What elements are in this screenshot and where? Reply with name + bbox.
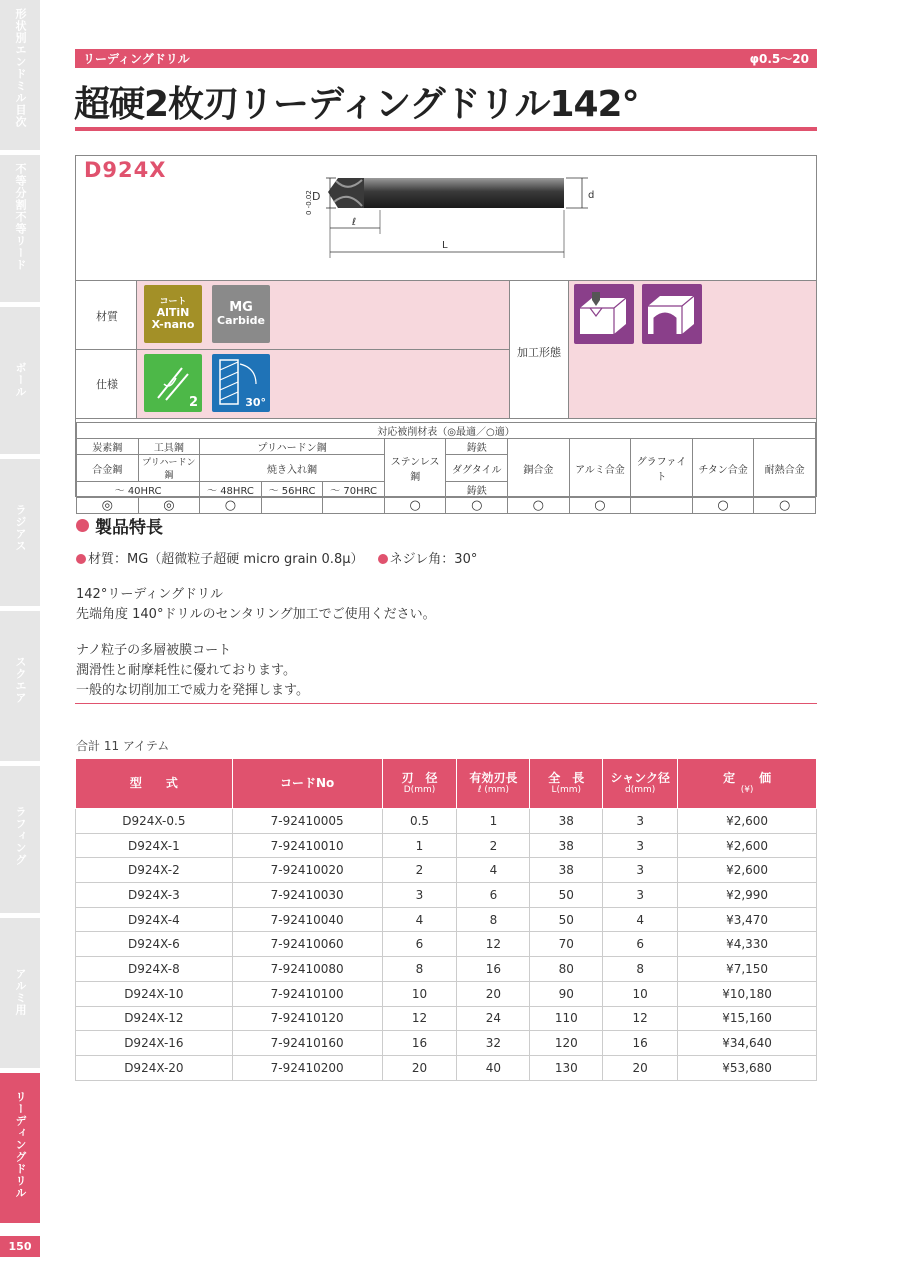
col-header-shank-dia bbox=[603, 759, 678, 809]
helix-angle-value: 30° bbox=[245, 396, 266, 410]
cell-model: D924X-3 bbox=[76, 883, 233, 908]
cell-shank-dia: 8 bbox=[603, 957, 678, 982]
cell-price: ¥2,990 bbox=[678, 883, 817, 908]
mark-copper: ○ bbox=[508, 498, 570, 514]
col-header-code bbox=[232, 759, 382, 809]
cell-overall-length: 38 bbox=[530, 809, 603, 834]
table-row bbox=[76, 932, 817, 957]
cell-shank-dia: 20 bbox=[603, 1055, 678, 1080]
col-tool-steel: 工具鋼 bbox=[138, 439, 200, 455]
price-table-header bbox=[76, 759, 817, 809]
cell-shank-dia: 3 bbox=[603, 858, 678, 883]
cell-model: D924X-12 bbox=[76, 1006, 233, 1031]
cell-diameter: 1 bbox=[382, 833, 457, 858]
cell-overall-length: 38 bbox=[530, 858, 603, 883]
hrc-48: 〜 48HRC bbox=[200, 482, 262, 498]
flute-count: 2 bbox=[188, 395, 198, 411]
cell-price: ¥3,470 bbox=[678, 907, 817, 932]
table-row bbox=[76, 1055, 817, 1080]
cell-diameter: 12 bbox=[382, 1006, 457, 1031]
cell-code: 7-92410200 bbox=[232, 1055, 382, 1080]
cell-flute-length: 32 bbox=[457, 1031, 530, 1056]
cell-flute-length: 20 bbox=[457, 981, 530, 1006]
cell-flute-length: 1 bbox=[457, 809, 530, 834]
shape-label: 加工形態 bbox=[517, 346, 561, 359]
table-row bbox=[76, 858, 817, 883]
cell-model: D924X-4 bbox=[76, 907, 233, 932]
cell-overall-length: 130 bbox=[530, 1055, 603, 1080]
cell-model: D924X-20 bbox=[76, 1055, 233, 1080]
table-row bbox=[76, 1031, 817, 1056]
mark-titanium: ○ bbox=[692, 498, 754, 514]
col-prehardened: プリハードン鋼 bbox=[200, 439, 385, 455]
cell-flute-length: 40 bbox=[457, 1055, 530, 1080]
tab-label: 不等分割不等リード bbox=[14, 163, 27, 271]
col-header-diameter bbox=[382, 759, 457, 809]
cell-diameter: 10 bbox=[382, 981, 457, 1006]
mg-badge-line2: Carbide bbox=[217, 314, 265, 328]
col-titanium: チタン合金 bbox=[692, 439, 754, 498]
cell-overall-length: 110 bbox=[530, 1006, 603, 1031]
cell-model: D924X-8 bbox=[76, 957, 233, 982]
mark-carbon: ◎ bbox=[77, 498, 139, 514]
hrc-40: 〜 40HRC bbox=[77, 482, 200, 498]
table-row bbox=[76, 981, 817, 1006]
col-header-label: コードNo bbox=[280, 776, 335, 791]
cell-price: ¥2,600 bbox=[678, 833, 817, 858]
coat-badge bbox=[144, 285, 202, 343]
cell-price: ¥53,680 bbox=[678, 1055, 817, 1080]
col-ductile: ダグタイル bbox=[446, 455, 508, 482]
cell-diameter: 2 bbox=[382, 858, 457, 883]
col-header-label: シャンク径 bbox=[610, 770, 670, 785]
cell-price: ¥34,640 bbox=[678, 1031, 817, 1056]
col-prehard-small: プリハードン鋼 bbox=[138, 455, 200, 482]
section-divider bbox=[75, 703, 817, 704]
model-name: D924X bbox=[84, 158, 167, 182]
col-header-price bbox=[678, 759, 817, 809]
cell-shank-dia: 6 bbox=[603, 932, 678, 957]
col-graphite: グラファイト bbox=[631, 439, 693, 498]
feature-text-1: 142°リーディングドリル bbox=[76, 587, 224, 602]
col-header-label: 型 式 bbox=[129, 776, 178, 791]
cell-shank-dia: 12 bbox=[603, 1006, 678, 1031]
material-table bbox=[76, 422, 816, 514]
cell-price: ¥15,160 bbox=[678, 1006, 817, 1031]
cell-shank-dia: 4 bbox=[603, 907, 678, 932]
cell-diameter: 20 bbox=[382, 1055, 457, 1080]
tab-leading-drill[interactable] bbox=[0, 1073, 40, 1223]
cell-overall-length: 80 bbox=[530, 957, 603, 982]
feature-helix: ネジレ角：30° bbox=[389, 552, 478, 567]
col-header-overall-length bbox=[530, 759, 603, 809]
mg-badge-line1: MG bbox=[229, 300, 253, 316]
cell-overall-length: 38 bbox=[530, 833, 603, 858]
cell-price: ¥10,180 bbox=[678, 981, 817, 1006]
cell-code: 7-92410080 bbox=[232, 957, 382, 982]
cell-code: 7-92410005 bbox=[232, 809, 382, 834]
side-tab-strip bbox=[0, 0, 40, 1271]
chamfering-icon bbox=[642, 284, 702, 344]
cell-flute-length: 24 bbox=[457, 1006, 530, 1031]
two-flute-badge bbox=[144, 354, 202, 412]
tab-radius[interactable] bbox=[0, 459, 40, 606]
cell-code: 7-92410030 bbox=[232, 883, 382, 908]
col-copper: 銅合金 bbox=[508, 439, 570, 498]
cell-diameter: 3 bbox=[382, 883, 457, 908]
col-header-unit: (¥) bbox=[740, 785, 754, 796]
dim-l-label: ℓ bbox=[352, 217, 357, 228]
tab-aluminum[interactable] bbox=[0, 918, 40, 1068]
dim-D-label: D bbox=[312, 190, 321, 203]
mark-70hrc bbox=[323, 498, 385, 514]
tab-label: ラフィング bbox=[14, 806, 27, 866]
tab-endmill-index[interactable] bbox=[0, 0, 40, 150]
cell-diameter: 6 bbox=[382, 932, 457, 957]
cell-shank-dia: 3 bbox=[603, 833, 678, 858]
cell-shank-dia: 3 bbox=[603, 883, 678, 908]
cell-code: 7-92410060 bbox=[232, 932, 382, 957]
mark-48hrc: ○ bbox=[200, 498, 262, 514]
cell-flute-length: 2 bbox=[457, 833, 530, 858]
cell-flute-length: 6 bbox=[457, 883, 530, 908]
cell-price: ¥4,330 bbox=[678, 932, 817, 957]
size-range: φ0.5〜20 bbox=[749, 52, 809, 66]
cell-model: D924X-6 bbox=[76, 932, 233, 957]
cell-price: ¥7,150 bbox=[678, 957, 817, 982]
features-heading bbox=[76, 513, 163, 538]
col-header-label: 定 価 bbox=[723, 770, 772, 785]
cell-code: 7-92410010 bbox=[232, 833, 382, 858]
cell-flute-length: 12 bbox=[457, 932, 530, 957]
table-row bbox=[76, 1006, 817, 1031]
cell-diameter: 0.5 bbox=[382, 809, 457, 834]
material-table-caption: 対応被削材表（◎最適／○適） bbox=[77, 423, 816, 439]
cell-code: 7-92410020 bbox=[232, 858, 382, 883]
tab-ball[interactable] bbox=[0, 307, 40, 454]
col-alloy-steel: 合金鋼 bbox=[77, 455, 139, 482]
mark-cast: ○ bbox=[446, 498, 508, 514]
coat-badge-line1: AlTiN bbox=[156, 306, 190, 320]
col-header-label: 刃 径 bbox=[401, 770, 438, 785]
tab-label: 形状別エンドミル目次 bbox=[14, 8, 27, 128]
cell-overall-length: 70 bbox=[530, 932, 603, 957]
mark-heat-resistant: ○ bbox=[754, 498, 816, 514]
hrc-70: 〜 70HRC bbox=[323, 482, 385, 498]
cell-price: ¥2,600 bbox=[678, 809, 817, 834]
dim-L-label: L bbox=[442, 240, 448, 251]
col-header-unit: ℓ (mm) bbox=[477, 785, 509, 796]
price-table bbox=[75, 758, 817, 1081]
cell-price: ¥2,600 bbox=[678, 858, 817, 883]
col-header-flute-length bbox=[457, 759, 530, 809]
mg-carbide-badge bbox=[212, 285, 270, 343]
cell-code: 7-92410040 bbox=[232, 907, 382, 932]
table-row bbox=[76, 883, 817, 908]
cell-shank-dia: 16 bbox=[603, 1031, 678, 1056]
cell-model: D924X-1 bbox=[76, 833, 233, 858]
col-carbon-steel: 炭素鋼 bbox=[77, 439, 139, 455]
cell-overall-length: 50 bbox=[530, 883, 603, 908]
bullet-icon bbox=[76, 519, 89, 532]
col-header-unit: d(mm) bbox=[625, 785, 656, 796]
material-label: 材質 bbox=[96, 310, 118, 323]
cell-flute-length: 8 bbox=[457, 907, 530, 932]
cell-diameter: 8 bbox=[382, 957, 457, 982]
col-cast-bottom: 鋳鉄 bbox=[446, 482, 508, 498]
mark-graphite bbox=[631, 498, 693, 514]
dim-d-label: d bbox=[588, 190, 595, 201]
cell-model: D924X-0.5 bbox=[76, 809, 233, 834]
col-aluminum: アルミ合金 bbox=[569, 439, 631, 498]
col-header-unit: L(mm) bbox=[551, 785, 582, 796]
category-bar bbox=[75, 49, 817, 68]
col-stainless: ステンレス鋼 bbox=[384, 439, 446, 498]
col-heat-resistant: 耐熱合金 bbox=[754, 439, 816, 498]
tab-label: ボール bbox=[14, 362, 27, 398]
col-quenched: 焼き入れ鋼 bbox=[200, 455, 385, 482]
col-header-unit: D(mm) bbox=[403, 785, 436, 796]
feature-material-line bbox=[76, 548, 816, 567]
cell-diameter: 4 bbox=[382, 907, 457, 932]
table-row bbox=[76, 833, 817, 858]
tab-square[interactable] bbox=[0, 611, 40, 761]
coat-badge-top: コート bbox=[159, 296, 187, 307]
cell-shank-dia: 3 bbox=[603, 809, 678, 834]
tab-label: リーディングドリル bbox=[14, 1091, 27, 1199]
page-number: 150 bbox=[0, 1236, 40, 1257]
col-header-label: 有効刃長 bbox=[469, 770, 518, 785]
table-row bbox=[76, 957, 817, 982]
features-heading-text: 製品特長 bbox=[95, 518, 163, 538]
spot-drilling-icon bbox=[574, 284, 634, 344]
dim-D-tolerance: 0 -0.02 bbox=[305, 190, 313, 215]
feature-text-3: ナノ粒子の多層被膜コート bbox=[76, 643, 232, 658]
cell-code: 7-92410120 bbox=[232, 1006, 382, 1031]
col-cast-top: 鋳鉄 bbox=[446, 439, 508, 455]
bullet-icon bbox=[378, 554, 388, 564]
helix-angle-badge bbox=[212, 354, 270, 412]
tab-label: スクエア bbox=[14, 656, 27, 704]
bullet-icon bbox=[76, 554, 86, 564]
cell-overall-length: 50 bbox=[530, 907, 603, 932]
cell-shank-dia: 10 bbox=[603, 981, 678, 1006]
coat-badge-line2: X-nano bbox=[151, 317, 195, 331]
cell-model: D924X-2 bbox=[76, 858, 233, 883]
feature-material: 材質：MG（超微粒子超硬 micro grain 0.8μ） bbox=[88, 552, 364, 567]
tab-roughing[interactable] bbox=[0, 766, 40, 913]
title-rule bbox=[75, 127, 817, 131]
col-header-label: 全 長 bbox=[548, 770, 585, 785]
feature-text-5: 一般的な切削加工で威力を発揮します。 bbox=[76, 683, 309, 698]
category-label: リーディングドリル bbox=[83, 52, 190, 66]
cell-code: 7-92410160 bbox=[232, 1031, 382, 1056]
cell-flute-length: 16 bbox=[457, 957, 530, 982]
cell-model: D924X-16 bbox=[76, 1031, 233, 1056]
hrc-56: 〜 56HRC bbox=[261, 482, 323, 498]
spec-box bbox=[75, 155, 817, 513]
tab-label: ラジアス bbox=[14, 504, 27, 552]
mark-56hrc bbox=[261, 498, 323, 514]
spec-label: 仕様 bbox=[96, 378, 118, 391]
cell-overall-length: 120 bbox=[530, 1031, 603, 1056]
mark-stainless: ○ bbox=[384, 498, 446, 514]
feature-text-4: 潤滑性と耐摩耗性に優れております。 bbox=[76, 663, 296, 678]
cell-overall-length: 90 bbox=[530, 981, 603, 1006]
table-row bbox=[76, 809, 817, 834]
tab-label: アルミ用 bbox=[14, 968, 27, 1016]
cell-flute-length: 4 bbox=[457, 858, 530, 883]
mark-tool: ◎ bbox=[138, 498, 200, 514]
drill-shank bbox=[364, 178, 564, 208]
cell-diameter: 16 bbox=[382, 1031, 457, 1056]
table-row bbox=[76, 907, 817, 932]
cell-code: 7-92410100 bbox=[232, 981, 382, 1006]
tab-unequal[interactable] bbox=[0, 155, 40, 302]
mark-aluminum: ○ bbox=[569, 498, 631, 514]
page-title: 超硬2枚刃リーディングドリル142° bbox=[74, 84, 639, 125]
feature-text-2: 先端角度 140°ドリルのセンタリング加工でご使用ください。 bbox=[76, 607, 436, 622]
col-header-model bbox=[76, 759, 233, 809]
item-count: 合計 11 アイテム bbox=[76, 739, 170, 753]
cell-model: D924X-10 bbox=[76, 981, 233, 1006]
drill-diagram bbox=[305, 166, 656, 276]
